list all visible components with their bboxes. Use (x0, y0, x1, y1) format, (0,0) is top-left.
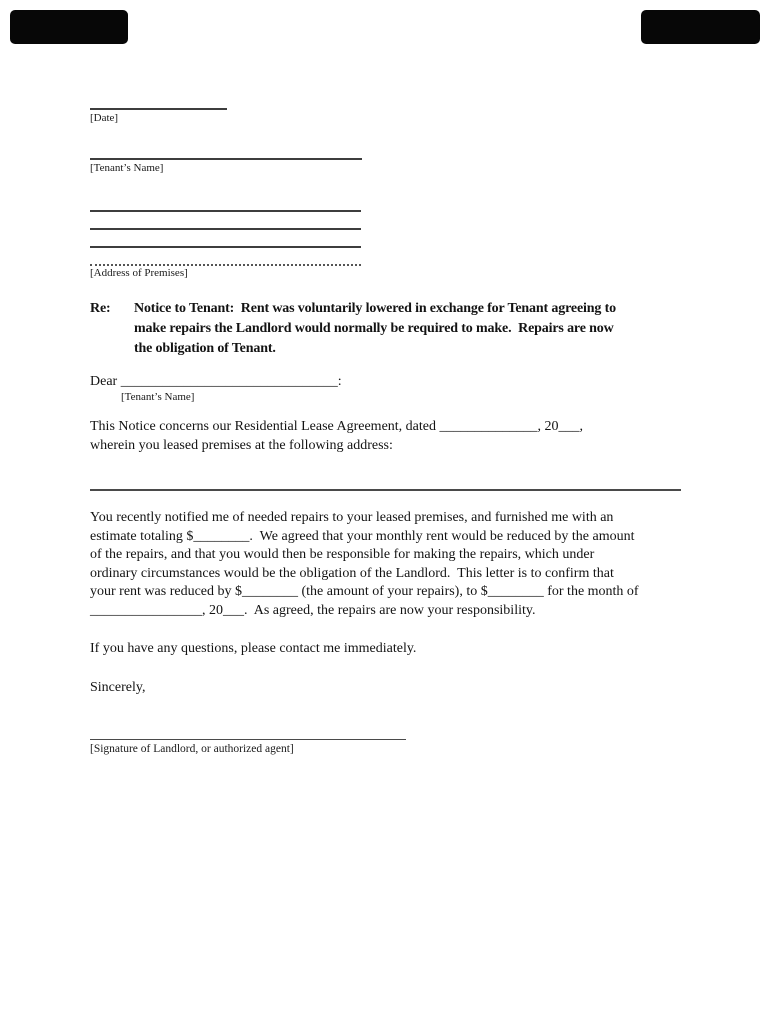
re-line-3: the obligation of Tenant. (134, 341, 276, 356)
body-paragraph (90, 509, 639, 621)
signature-underline (90, 739, 406, 740)
body-line-2: estimate totaling $________. We agreed that your monthly rent would be reduced by the amount (90, 528, 635, 544)
date-label: [Date] (90, 112, 119, 124)
salutation-line: Dear _______________________________: (90, 374, 342, 389)
tenant-name-underline (90, 158, 362, 160)
intro-line-2: wherein you leased premises at the following address: (90, 437, 393, 453)
intro-line-1: This Notice concerns our Residential Lease Agreement, dated ______________, 20___, (90, 419, 583, 434)
body-line-6: ________________, 20___. As agreed, the repairs are now your responsibility. (90, 602, 536, 618)
body-line-4: ordinary circumstances would be the obligation of the Landlord. This letter is to confirm that (90, 565, 614, 581)
date-underline (90, 108, 227, 110)
closing: Sincerely, (90, 680, 146, 695)
contact-note: If you have any questions, please contact me immediately. (90, 641, 417, 656)
re-text (134, 299, 616, 359)
re-line-1: Notice to Tenant: Rent was voluntarily lowered in exchange for Tenant agreeing to (134, 301, 616, 316)
address-underline-3 (90, 246, 361, 248)
body-line-5: your rent was reduced by $________ (the amount of your repairs), to $________ for the month of (90, 584, 639, 600)
body-line-3: of the repairs, and that you would then be responsible for making the repairs, which under (90, 547, 595, 563)
body-line-1: You recently notified me of needed repairs to your leased premises, and furnished me with an (90, 510, 614, 525)
address-underline-1 (90, 210, 361, 212)
redaction-bar-right (641, 10, 760, 44)
re-prefix: Re: (90, 301, 111, 316)
salutation-sublabel: [Tenant’s Name] (121, 391, 195, 403)
re-line-2: make repairs the Landlord would normally be required to make. Repairs are now (134, 321, 614, 336)
intro-paragraph (90, 418, 583, 455)
signature-label: [Signature of Landlord, or authorized agent] (90, 743, 294, 755)
address-underline-2 (90, 228, 361, 230)
address-label: [Address of Premises] (90, 267, 188, 279)
address-underline-4 (90, 264, 361, 266)
redaction-bar-left (10, 10, 128, 44)
section-divider (90, 489, 681, 491)
tenant-name-label: [Tenant’s Name] (90, 162, 164, 174)
